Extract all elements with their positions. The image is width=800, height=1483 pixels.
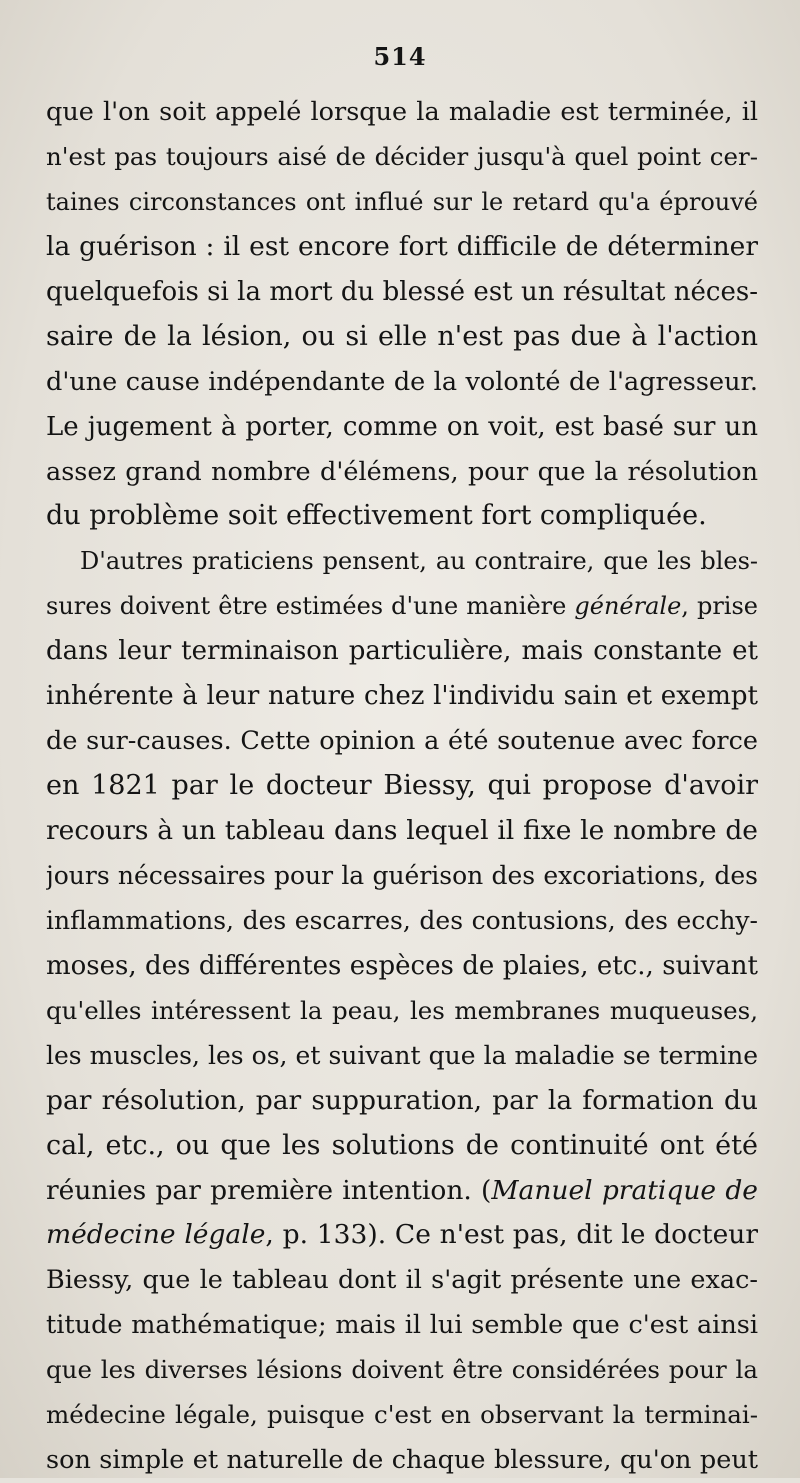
- text-line: en 1821 par le docteur Biessy, qui propose d'avoir: [46, 770, 758, 802]
- text-line: médecine légale, puisque c'est en observant la terminai-: [46, 1400, 758, 1430]
- text-line: [46, 1213, 758, 1258]
- text-line: saire de la lésion, ou si elle n'est pas due à l'action: [46, 320, 758, 352]
- text-segment: , p. 133). Ce n'est pas, dit le docteur: [265, 1219, 758, 1251]
- page-number: 514: [373, 42, 427, 71]
- text-line: de sur-causes. Cette opinion a été soutenue avec force: [46, 726, 758, 757]
- text-line: D'autres praticiens pensent, au contraire, que les bles-: [80, 547, 758, 576]
- text-line: les muscles, les os, et suivant que la maladie se termine: [46, 1040, 758, 1070]
- paragraph-1: [46, 90, 758, 539]
- text-line: recours à un tableau dans lequel il fixe le nombre de: [46, 815, 758, 846]
- text-line: que les diverses lésions doivent être considérées pour la: [46, 1355, 758, 1385]
- text-line: inflammations, des escarres, des contusions, des ecchy-: [46, 905, 758, 935]
- text-line: d'une cause indépendante de la volonté de l'agresseur.: [46, 366, 758, 397]
- text-line: titude mathématique; mais il lui semble que c'est ainsi: [46, 1310, 758, 1341]
- text-line: que l'on soit appelé lorsque la maladie est terminée, il: [46, 97, 758, 127]
- body-text: [46, 90, 758, 1483]
- text-line: quelquefois si la mort du blessé est un résultat néces-: [46, 276, 758, 307]
- citation-title: Manuel pratique de: [491, 1174, 758, 1206]
- text-line: dans leur terminaison particulière, mais constante et: [46, 636, 758, 667]
- text-line: inhérente à leur nature chez l'individu sain et exempt: [46, 681, 758, 712]
- italic-term: générale: [574, 592, 682, 621]
- text-line: du problème soit effectivement fort compliquée.: [46, 500, 707, 532]
- text-line: cal, etc., ou que les solutions de continuité ont été: [46, 1129, 758, 1161]
- text-line: assez grand nombre d'élémens, pour que la résolution: [46, 456, 758, 487]
- text-line: la guérison : il est encore fort difficile de déterminer: [46, 230, 758, 262]
- text-segment: , prise: [681, 592, 758, 621]
- text-line: n'est pas toujours aisé de décider jusqu'à quel point cer-: [46, 141, 758, 171]
- citation-title: médecine légale: [46, 1219, 266, 1251]
- text-line: son simple et naturelle de chaque blessure, qu'on peut: [46, 1445, 758, 1476]
- text-line: Biessy, que le tableau dont il s'agit présente une exac-: [46, 1265, 758, 1296]
- text-line: qu'elles intéressent la peau, les membranes muqueuses,: [46, 995, 758, 1025]
- text-segment: réunies par première intention. (: [46, 1174, 492, 1206]
- text-line: par résolution, par suppuration, par la formation du: [46, 1084, 758, 1116]
- text-line: Le jugement à porter, comme on voit, est basé sur un: [46, 411, 758, 442]
- text-line: [46, 1169, 758, 1214]
- text-segment: sures doivent être estimées d'une manière: [46, 592, 575, 621]
- text-line: jours nécessaires pour la guérison des excoriations, des: [46, 860, 758, 890]
- text-line: taines circonstances ont influé sur le retard qu'a éprouvé: [46, 187, 758, 216]
- text-line: [46, 584, 758, 629]
- paragraph-2: [46, 539, 758, 1483]
- text-line: moses, des différentes espèces de plaies, etc., suivant: [46, 950, 758, 981]
